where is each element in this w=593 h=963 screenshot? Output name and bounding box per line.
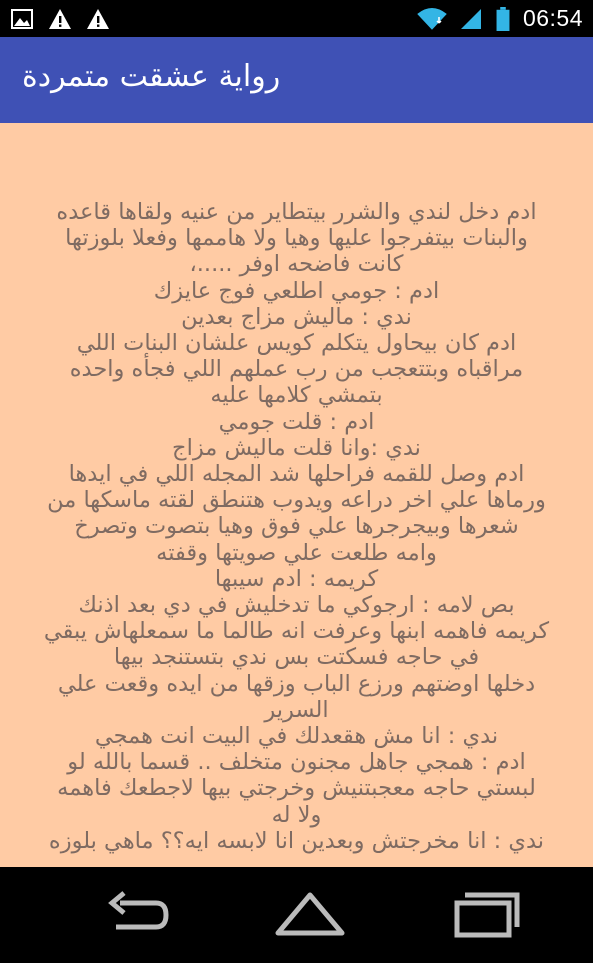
notification-icons bbox=[10, 7, 110, 31]
story-line: كريمه فاهمه ابنها وعرفت انه طالما ما سمعلهاش يبقي bbox=[43, 618, 550, 645]
story-line: والبنات بيتفرجوا عليها وهيا ولا هاممها وفعلا بلوزتها bbox=[65, 225, 528, 252]
page-title: رواية عشقت متمردة bbox=[22, 59, 281, 94]
story-line: في حاجه فسكتت بس ندي بتستنجد بيها bbox=[113, 644, 480, 671]
back-icon[interactable] bbox=[98, 889, 178, 941]
story-line: وامه طلعت علي صويتها وقفته bbox=[156, 539, 437, 566]
recent-apps-icon[interactable] bbox=[443, 889, 523, 941]
story-line: ادم دخل لندي والشرر بيتطاير من عنيه ولقاها قاعده bbox=[56, 199, 537, 225]
warning-icon bbox=[48, 7, 72, 31]
story-line: ادم : جومي اطلعي فوج عايزك bbox=[153, 277, 440, 304]
story-line: ولا له bbox=[271, 801, 322, 828]
story-line: ادم : قلت جومي bbox=[218, 408, 375, 435]
story-line: ندي :وانا قلت ماليش مزاج bbox=[172, 434, 421, 461]
story-line: ادم وصل للقمه فراحلها شد المجله اللي في ايدها bbox=[68, 461, 525, 488]
status-bar bbox=[0, 0, 593, 37]
story-line: كريمه : ادم سيبها bbox=[214, 565, 379, 592]
story-line: السرير bbox=[264, 696, 329, 723]
story-line: لبستي حاجه معجبتنيش وخرجتي بيها لاجطعك فاهمه bbox=[57, 775, 536, 802]
story-line: ورماها علي اخر دراعه ويدوب هتنطق لقته ماسكها من bbox=[47, 487, 546, 514]
story-line: ندي : انا مش هقعدلك في البيت انت همجي bbox=[94, 723, 499, 750]
warning-icon bbox=[86, 7, 110, 31]
story-line: ادم : همجي جاهل مجنون متخلف .. قسما بالله لو bbox=[67, 749, 526, 776]
story-line: ندي : انا مخرجتش وبعدين انا لابسه ايه؟؟ ماهي بلوزه bbox=[48, 827, 545, 854]
status-time: 06:54 bbox=[522, 5, 583, 31]
navigation-bar bbox=[0, 867, 593, 963]
app-bar bbox=[0, 37, 593, 123]
wifi-icon bbox=[417, 7, 447, 31]
system-icons bbox=[417, 5, 583, 32]
cell-signal-icon bbox=[459, 7, 483, 31]
story-scroll-view[interactable] bbox=[0, 123, 593, 867]
story-line: كانت فاضحه اوفر .....، bbox=[189, 251, 404, 278]
story-line: ندي : ماليش مزاج بعدين bbox=[181, 303, 412, 330]
story-line: مراقباه وبتتعجب من رب عملهم اللي فجأه واحده bbox=[69, 356, 524, 383]
story-line: شعرها وبيجرجرها علي فوق وهيا بتصوت وتصرخ bbox=[74, 513, 519, 540]
home-icon[interactable] bbox=[270, 889, 350, 941]
story-line: ادم كان بيحاول يتكلم كويس علشان البنات اللي bbox=[76, 330, 517, 357]
story-line: دخلها اوضتهم ورزع الباب وزقها من ايده وقعت علي bbox=[57, 670, 536, 697]
story-line: بص لامه : ارجوكي ما تدخليش في دي بعد اذنك bbox=[78, 592, 515, 619]
story-line: بتمشي كلامها عليه bbox=[210, 382, 383, 409]
story-text bbox=[14, 199, 579, 854]
image-icon bbox=[10, 7, 34, 31]
battery-icon bbox=[495, 7, 511, 31]
